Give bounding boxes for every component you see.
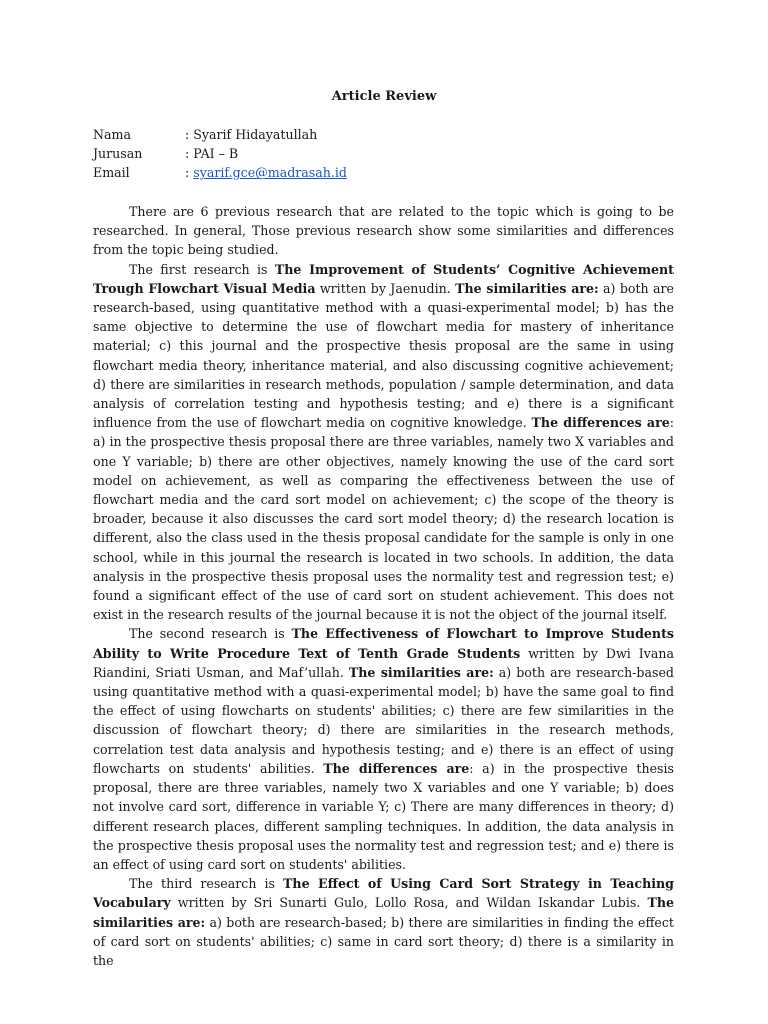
second-research-paragraph xyxy=(93,624,674,874)
p2-differences-heading: The differences are xyxy=(323,760,470,776)
email-link[interactable]: syarif.gce@madrasah.id xyxy=(193,165,347,181)
p1-similarities-heading: The similarities are: xyxy=(455,280,599,296)
email-row xyxy=(93,163,593,182)
p1-title: The Improvement of Students’ Cognitive Achievement Trough Flowchart Visual Media xyxy=(93,261,675,296)
p2-author: written by Dwi Ivana Riandini, Sriati Usman, and Maf’ullah. xyxy=(93,645,674,680)
p2-lead: The second research is xyxy=(129,626,292,642)
email-separator: : xyxy=(185,165,194,181)
p2-title: The Effectiveness of Flowchart to Improve Students Ability to Write Procedure Text of Tenth Grade Students xyxy=(93,626,674,661)
name-row xyxy=(93,125,593,144)
p1-author: written by Jaenudin. xyxy=(315,280,456,296)
major-value: : PAI – B xyxy=(185,146,239,162)
p1-lead: The first research is xyxy=(129,261,275,277)
review-body xyxy=(93,202,674,970)
name-label: Nama xyxy=(93,127,131,142)
email-label: Email xyxy=(93,165,130,181)
p2-differences-text: : a) in the prospective thesis proposal, there are three variables, namely two X variables and one Y variable; b) does not involve card sort, difference in variable Y; c) There are many differences in theory; d) different research places, different sampling techniques. In addition, the data analysis in the prospective thesis proposal uses the normality test and regression test; and e) there is an effect of using card sort on students' abilities. xyxy=(93,760,674,872)
p1-similarities-text: a) both are research-based, using quantitative method with a quasi-experimental model; b) has the same objective to determine the use of flowchart media for mastery of inheritance material; c) this journal and the prospective thesis proposal are the same in using flowchart media theory, inheritance material, and also discussing cognitive achievement; d) there are similarities in research methods, population / sample determination, and data analysis of correlation testing and hypothesis testing; and e) there is a significant influence from the use of flowchart media on cognitive knowledge. xyxy=(93,280,674,431)
email-value-wrap xyxy=(185,163,347,182)
intro-paragraph: There are 6 previous research that are related to the topic which is going to be researched. In general, Those previous research show some similarities and differences from the topic being studied. xyxy=(93,204,674,258)
third-research-paragraph xyxy=(93,874,674,970)
p3-lead: The third research is xyxy=(129,876,284,892)
first-research-paragraph xyxy=(93,260,674,625)
document-title: Article Review xyxy=(331,89,437,104)
p2-similarities-text: a) both are research-based using quantitative method with a quasi-experimental model; b) have the same goal to find the effect of using flowcharts on students' abilities; c) there are few similarities in the discussion of flowchart theory; d) there are similarities in the research methods, correlation test data analysis and hypothesis testing; and e) there is an effect of using flowcharts on students' abilities. xyxy=(93,664,674,776)
p3-title: The Effect of Using Card Sort Strategy in Teaching Vocabulary xyxy=(93,876,674,911)
p3-author: written by Sri Sunarti Gulo, Lollo Rosa, and Wildan Iskandar Lubis. xyxy=(170,895,648,911)
p2-similarities-heading: The similarities are: xyxy=(348,664,494,680)
author-info xyxy=(93,125,593,183)
p3-similarities-heading: The similarities are: xyxy=(93,895,674,930)
name-value: : Syarif Hidayatullah xyxy=(185,127,318,142)
major-label: Jurusan xyxy=(93,146,143,162)
major-row xyxy=(93,144,593,163)
p1-differences-heading: The differences are xyxy=(531,415,670,431)
p1-differences-text: : a) in the prospective thesis proposal there are three variables, namely two X variables and one Y variable; b) there are other objectives, namely knowing the use of the card sort model on achievement, as well as comparing the effectiveness between the use of flowchart media and the card sort model on achievement; c) the scope of the theory is broader, because it also discusses the card sort model theory; d) the research location is different, also the class used in the thesis proposal candidate for the sample is only in one school, while in this journal the research is located in two schools. In addition, the data analysis in the prospective thesis proposal uses the normality test and regression test; e) found a significant effect of the use of card sort on student achievement. This does not exist in the research results of the journal because it is not the object of the journal itself. xyxy=(93,415,674,623)
p3-similarities-text: a) both are research-based; b) there are similarities in finding the effect of card sort on students' abilities; c) same in card sort theory; d) there is a similarity in the xyxy=(93,914,674,968)
